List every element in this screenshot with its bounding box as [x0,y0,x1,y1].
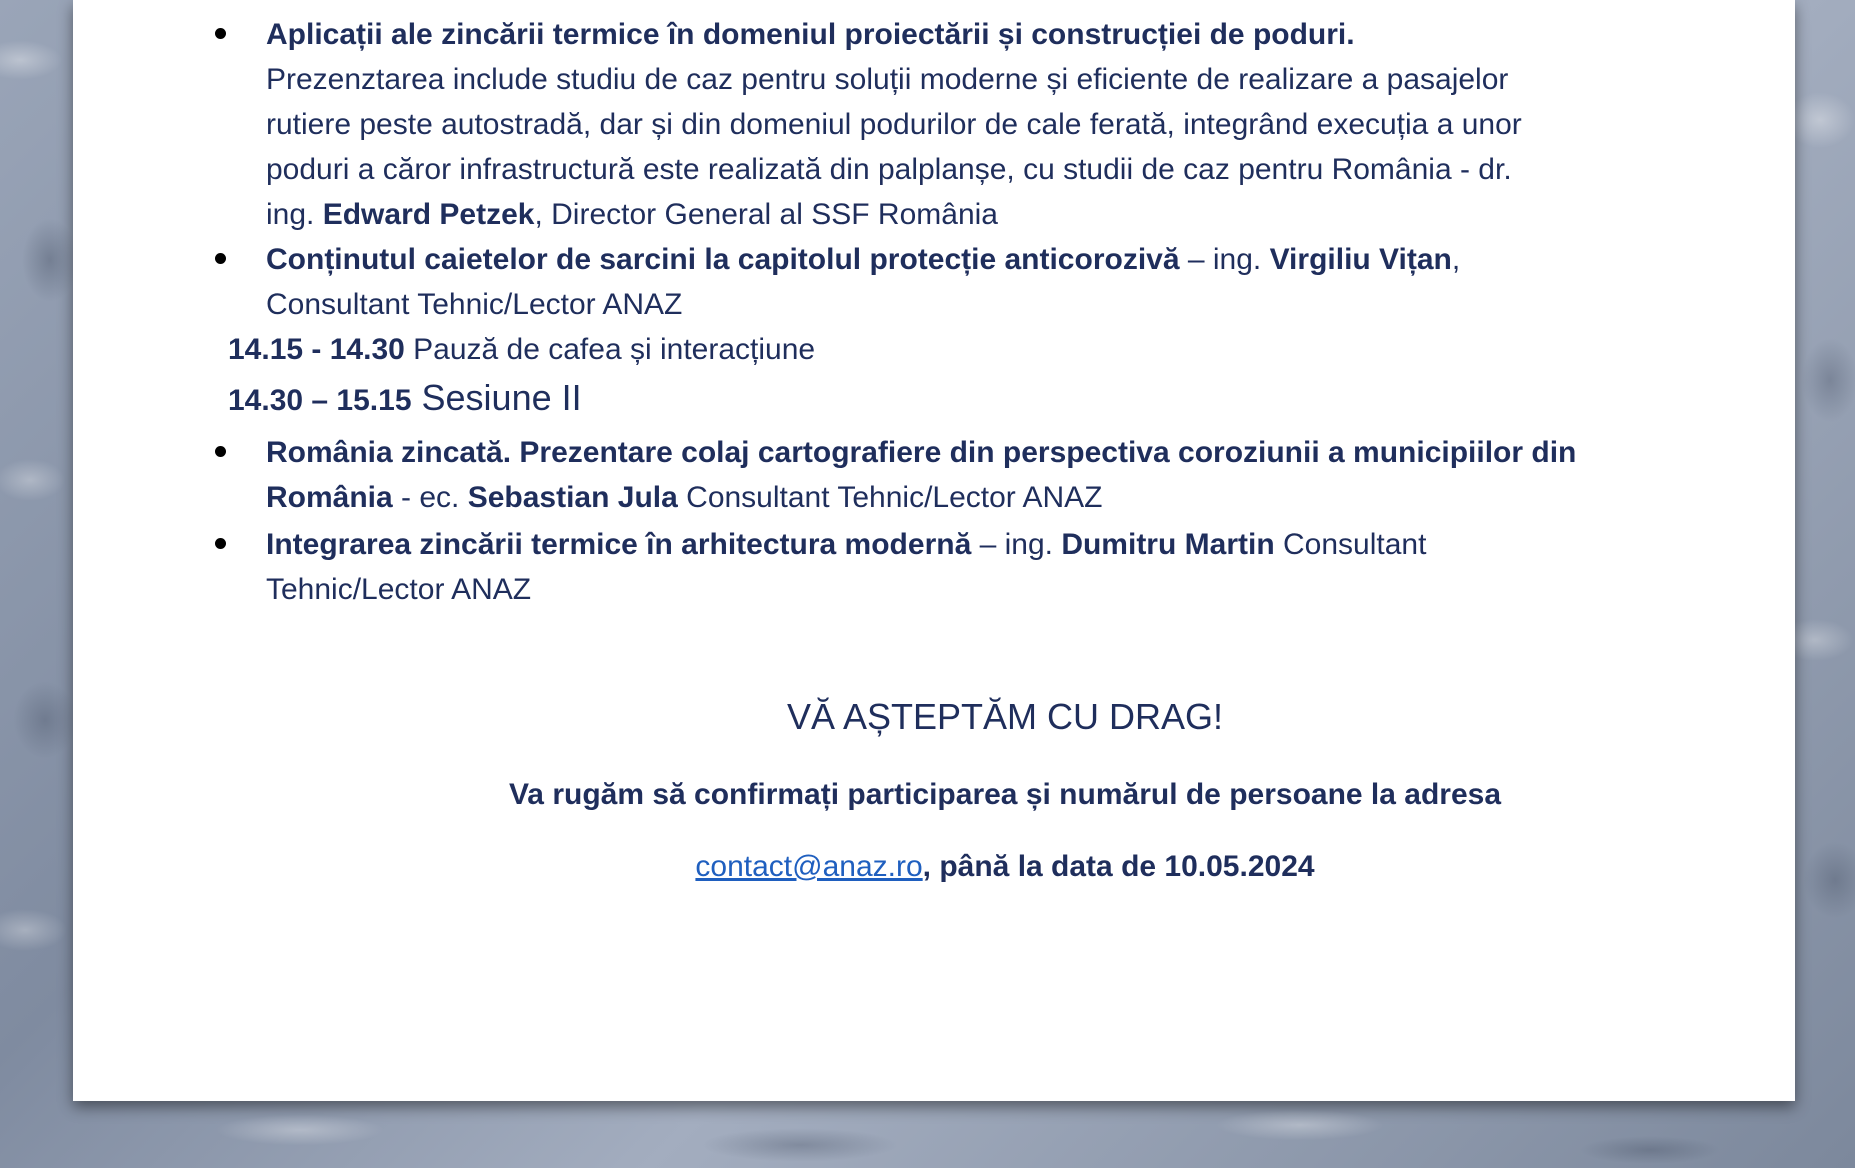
agenda-session-heading [228,375,582,423]
speaker-role: Consultant Tehnic/Lector ANAZ [266,288,683,321]
agenda-break [228,327,815,372]
speaker-prefix: ing. [266,198,323,231]
agenda-item-speaker-line [266,192,1726,237]
agenda-item-speaker-line [266,475,1726,520]
speaker-role: Consultant [1274,528,1427,561]
speaker-name: Sebastian Jula [467,481,678,514]
speaker-comma: , [1451,243,1461,276]
bullet-icon [215,446,226,457]
speaker-prefix: – ing. [1179,243,1270,276]
agenda-item-description-line: poduri a căror infrastructură este realizată din palplanșe, cu studii de caz pentru România - dr. [266,153,1512,186]
speaker-name: Virgiliu Vițan [1269,243,1452,276]
agenda-item-title: Aplicații ale zincării termice în domeniul proiectării și construcției de poduri. [266,18,1355,51]
welcome-message: VĂ AȘTEPTĂM CU DRAG! [786,696,1224,737]
agenda-item-title-line [266,237,1726,282]
agenda-item-bridges [155,12,1726,237]
speaker-role: Consultant Tehnic/Lector ANAZ [677,481,1103,514]
agenda-item-description-line: rutiere peste autostradă, dar și din domeniul podurilor de cale ferată, integrând execuția a unor [266,108,1522,141]
break-label: Pauză de cafea și interacțiune [404,333,816,366]
agenda-item-specifications [155,237,1726,327]
agenda-item-title: Conținutul caietelor de sarcini la capitolul protecție anticorozivă [266,243,1180,276]
bullet-icon [215,538,226,549]
document-page [73,0,1795,1101]
contact-email-link[interactable]: contact@anaz.ro [695,850,923,883]
speaker-prefix: - ec. [392,481,468,514]
confirmation-request: Va rugăm să confirmați participarea și numărul de persoane la adresa [508,778,1502,811]
agenda-item-title-line [266,522,1726,567]
agenda-item-architecture [155,522,1726,612]
agenda-item-title-end: România [266,481,393,514]
agenda-item-romania-zincata [155,430,1726,520]
bullet-icon [215,253,226,264]
agenda-item-title: Integrarea zincării termice în arhitectura modernă [266,528,972,561]
session-time: 14.30 – 15.15 [228,384,412,417]
speaker-role: , Director General al SSF România [534,198,998,231]
agenda-item-title: România zincată. Prezentare colaj cartografiere din perspectiva coroziunii a municipiilor din [266,436,1577,469]
speaker-name: Dumitru Martin [1061,528,1275,561]
speaker-name: Edward Petzek [322,198,535,231]
deadline-text: , până la data de 10.05.2024 [922,850,1315,883]
speaker-prefix: – ing. [971,528,1062,561]
contact-line [155,844,1855,889]
bullet-icon [215,28,226,39]
session-label: Sesiune II [411,377,582,418]
break-time: 14.15 - 14.30 [228,333,405,366]
speaker-role-continued: Tehnic/Lector ANAZ [266,573,532,606]
agenda-item-description-line: Prezenztarea include studiu de caz pentru soluții moderne și eficiente de realizare a pasajelor [266,63,1509,96]
